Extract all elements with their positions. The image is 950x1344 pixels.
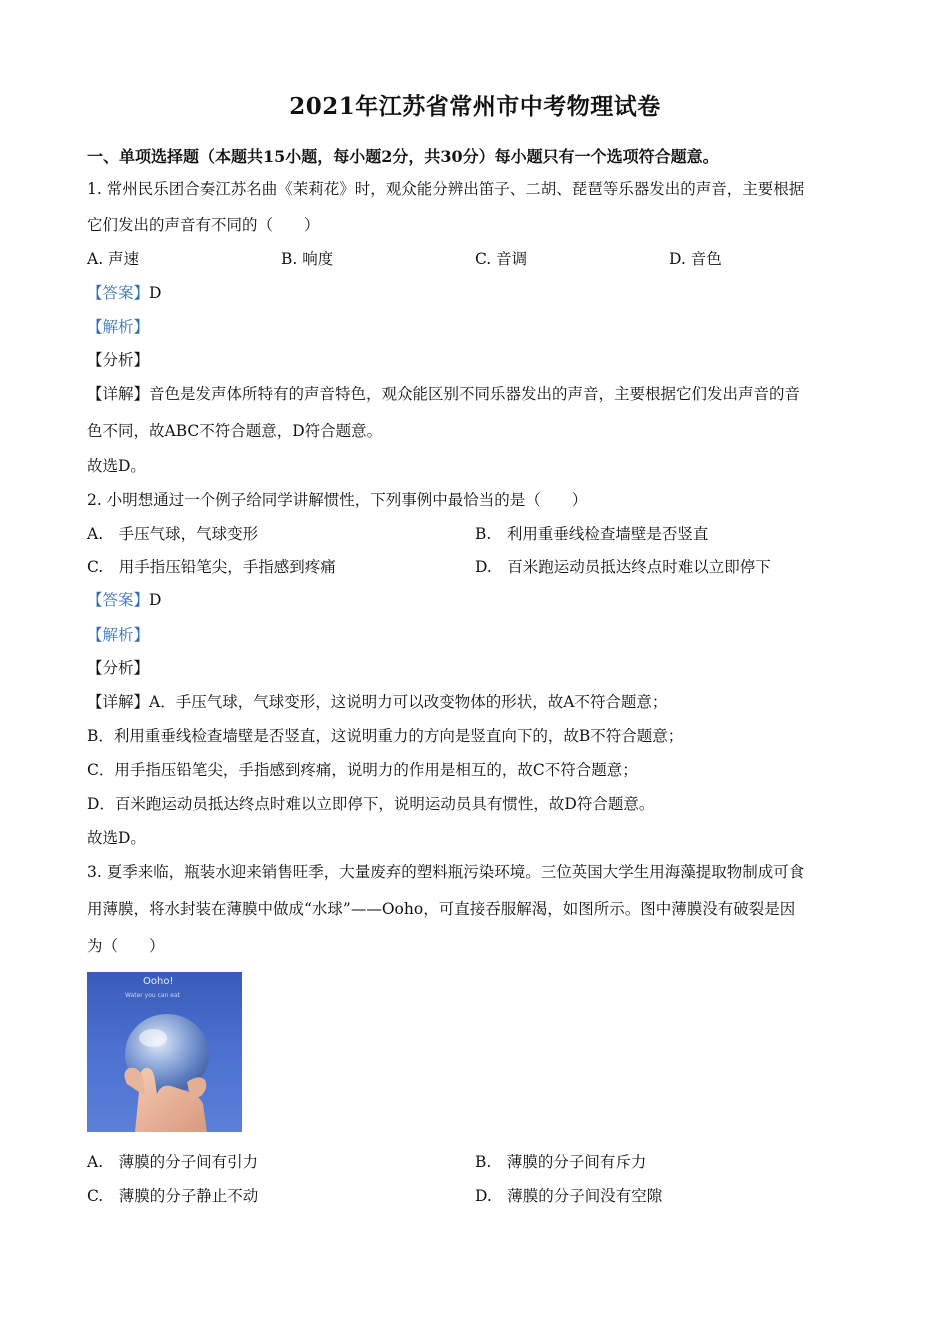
water-ball-illustration <box>87 972 242 1132</box>
detail-text: 音色是发声体所特有的声音特色，观众能区别不同乐器发出的声音，主要根据它们发出声音的音 <box>149 385 801 403</box>
q3-stem-line3: 为（ ） <box>87 937 165 955</box>
q1-option-a: A. 声速 <box>87 250 140 268</box>
q1-option-d: D. 音色 <box>669 250 722 268</box>
q1-stem-line2: 它们发出的声音有不同的（ ） <box>87 216 320 234</box>
q1-stem-line1: 1. 常州民乐团合奏江苏名曲《茉莉花》时，观众能分辨出笛子、二胡、琵琶等乐器发出的声音，主要根据 <box>87 180 805 198</box>
answer-tag: 【答案】 <box>87 284 150 302</box>
q3-option-a: A. 薄膜的分子间有引力 <box>87 1153 259 1171</box>
q2-option-d: D. 百米跑运动员抵达终点时难以立即停下 <box>475 558 771 576</box>
q1-detail-line2: 色不同，故ABC不符合题意，D符合题意。 <box>87 422 383 440</box>
q2-stem: 2. 小明想通过一个例子给同学讲解惯性，下列事例中最恰当的是（ ） <box>87 491 588 509</box>
q2-detail-b: B．利用重垂线检查墙壁是否竖直，这说明重力的方向是竖直向下的，故B不符合题意； <box>87 727 684 745</box>
q1-option-c: C. 音调 <box>475 250 528 268</box>
photo-caption-subtitle: Water you can eat <box>125 992 180 999</box>
q1-analysis-tag: 【解析】 <box>87 318 150 336</box>
q1-option-b: B. 响度 <box>281 250 334 268</box>
q2-fenxi: 【分析】 <box>87 659 150 677</box>
detail-text: A．手压气球，气球变形，这说明力可以改变物体的形状，故A不符合题意； <box>149 693 668 711</box>
q3-option-d: D. 薄膜的分子间没有空隙 <box>475 1187 663 1205</box>
q1-detail-line1 <box>87 384 800 404</box>
answer-value: D <box>149 284 162 302</box>
q2-detail-d: D．百米跑运动员抵达终点时难以立即停下，说明运动员具有惯性，故D符合题意。 <box>87 795 655 813</box>
section-header: 一、单项选择题（本题共15小题，每小题2分，共30分）每小题只有一个选项符合题意。 <box>87 147 719 166</box>
q2-option-b: B. 利用重垂线检查墙壁是否竖直 <box>475 525 709 543</box>
page-title: 2021年江苏省常州市中考物理试卷 <box>289 93 661 120</box>
answer-tag: 【答案】 <box>87 591 150 609</box>
answer-value: D <box>149 591 162 609</box>
q3-stem-line1: 3. 夏季来临，瓶装水迎来销售旺季，大量废弃的塑料瓶污染环境。三位英国大学生用海藻提取物制成可食 <box>87 863 805 881</box>
q1-fenxi: 【分析】 <box>87 351 150 369</box>
q2-answer <box>87 590 161 610</box>
q2-conclusion: 故选D。 <box>87 829 146 847</box>
q1-answer <box>87 283 161 303</box>
q2-detail-a <box>87 692 667 712</box>
q1-conclusion: 故选D。 <box>87 457 146 475</box>
q2-option-c: C. 用手指压铅笔尖，手指感到疼痛 <box>87 558 336 576</box>
detail-tag: 【详解】 <box>87 385 150 403</box>
photo-caption-title: Ooho! <box>143 976 174 987</box>
q2-detail-c: C．用手指压铅笔尖，手指感到疼痛，说明力的作用是相互的，故C不符合题意； <box>87 761 638 779</box>
q3-option-c: C. 薄膜的分子静止不动 <box>87 1187 259 1205</box>
q3-stem-line2: 用薄膜，将水封装在薄膜中做成“水球”——Ooho，可直接吞服解渴，如图所示。图中薄膜没有破裂是因 <box>87 900 796 918</box>
q3-option-b: B. 薄膜的分子间有斥力 <box>475 1153 647 1171</box>
detail-tag: 【详解】 <box>87 693 150 711</box>
q2-analysis-tag: 【解析】 <box>87 626 150 644</box>
ooho-photo <box>87 972 242 1132</box>
q2-option-a: A. 手压气球，气球变形 <box>87 525 259 543</box>
